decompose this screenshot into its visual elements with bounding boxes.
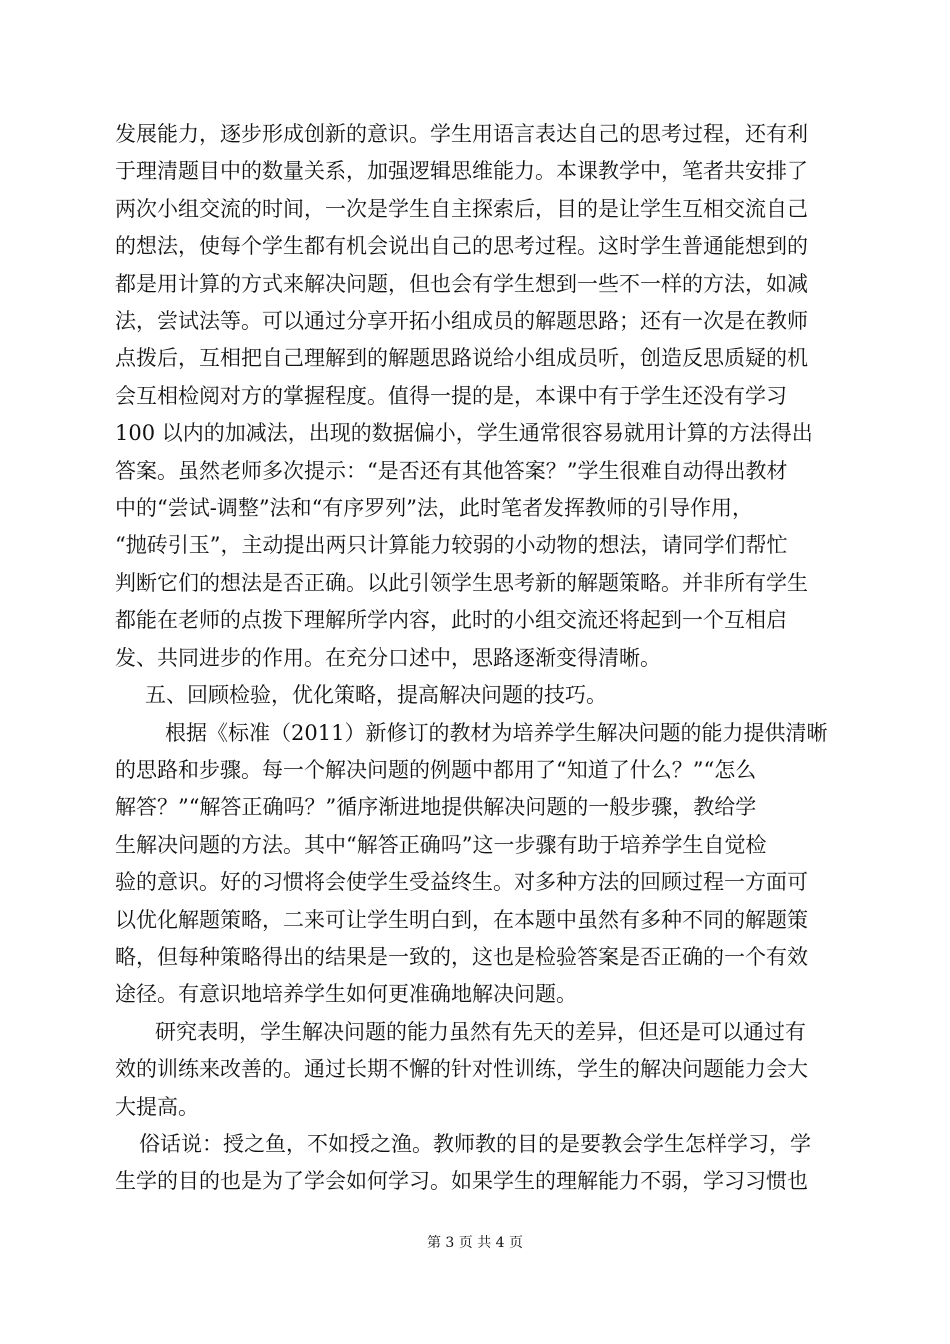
text-line: 略，但每种策略得出的结果是一致的，这也是检验答案是否正确的一个有效 [115, 944, 808, 969]
heading-line: 五、回顾检验，优化策略，提高解决问题的技巧。 [145, 683, 607, 708]
text-line: 俗话说：授之鱼，不如授之渔。教师教的目的是要教会学生怎样学习，学 [139, 1131, 811, 1156]
text-line: 中的“尝试-调整”法和“有序罗列”法，此时笔者发挥教师的引导作用， [115, 496, 754, 521]
page-footer [0, 1232, 950, 1252]
paragraph-standards [115, 715, 835, 1014]
text-line: 生解决问题的方法。其中“解答正确吗”这一步骤有助于培养学生自觉检 [115, 832, 767, 857]
text-line: 都能在老师的点拨下理解所学内容，此时的小组交流还将起到一个互相启 [115, 608, 787, 633]
text-line: 100 以内的加减法，出现的数据偏小，学生通常很容易就用计算的方法得出 [115, 421, 813, 446]
text-line: “抛砖引玉”，主动提出两只计算能力较弱的小动物的想法，请同学们帮忙 [115, 533, 788, 558]
text-line: 研究表明，学生解决问题的能力虽然有先天的差异，但还是可以通过有 [155, 1019, 806, 1044]
text-line: 答案。虽然老师多次提示：“是否还有其他答案？”学生很难自动得出教材 [115, 458, 788, 483]
text-line: 发展能力，逐步形成创新的意识。学生用语言表达自己的思考过程，还有利 [115, 122, 808, 146]
text-line: 以优化解题策略，二来可让学生明白到，在本题中虽然有多种不同的解题策 [115, 907, 808, 932]
text-line: 发、共同进步的作用。在充分口述中，思路逐渐变得清晰。 [115, 645, 661, 670]
paragraph-proverb [115, 1126, 835, 1201]
text-line: 生学的目的也是为了学会如何学习。如果学生的理解能力不弱，学习习惯也 [115, 1169, 808, 1194]
text-line: 大提高。 [115, 1094, 199, 1119]
text-line: 的想法，使每个学生都有机会说出自己的思考过程。这时学生普通能想到的 [115, 234, 808, 259]
text-line: 会互相检阅对方的掌握程度。值得一提的是，本课中有于学生还没有学习 [115, 383, 787, 408]
page-number-label: 第 3 页 共 4 页 [426, 1235, 524, 1251]
text-line: 的思路和步骤。每一个解决问题的例题中都用了“知道了什么？”“怎么 [115, 757, 757, 782]
document-body [115, 116, 835, 1201]
text-line: 根据《标准（2011）新修订的教材为培养学生解决问题的能力提供清晰 [165, 720, 828, 745]
text-line: 判断它们的想法是否正确。以此引领学生思考新的解题策略。并非所有学生 [115, 570, 808, 595]
text-line: 验的意识。好的习惯将会使学生受益终生。对多种方法的回顾过程一方面可 [115, 870, 808, 895]
text-line: 法，尝试法等。可以通过分享开拓小组成员的解题思路；还有一次是在教师 [115, 309, 808, 334]
text-line: 途径。有意识地培养学生如何更准确地解决问题。 [115, 982, 577, 1007]
section-heading [115, 677, 835, 714]
text-line: 两次小组交流的时间，一次是学生自主探索后，目的是让学生互相交流自己 [115, 196, 808, 221]
paragraph-research [115, 1014, 835, 1126]
paragraph-discussion [115, 116, 835, 677]
text-line: 都是用计算的方式来解决问题，但也会有学生想到一些不一样的方法，如减 [115, 271, 808, 296]
text-line: 解答？”“解答正确吗？”循序渐进地提供解决问题的一般步骤，教给学 [115, 795, 757, 820]
text-line: 点拨后，互相把自己理解到的解题思路说给小组成员听，创造反思质疑的机 [115, 346, 808, 371]
text-line: 于理清题目中的数量关系，加强逻辑思维能力。本课教学中，笔者共安排了 [115, 159, 808, 184]
text-line: 效的训练来改善的。通过长期不懈的针对性训练，学生的解决问题能力会大 [115, 1057, 808, 1082]
